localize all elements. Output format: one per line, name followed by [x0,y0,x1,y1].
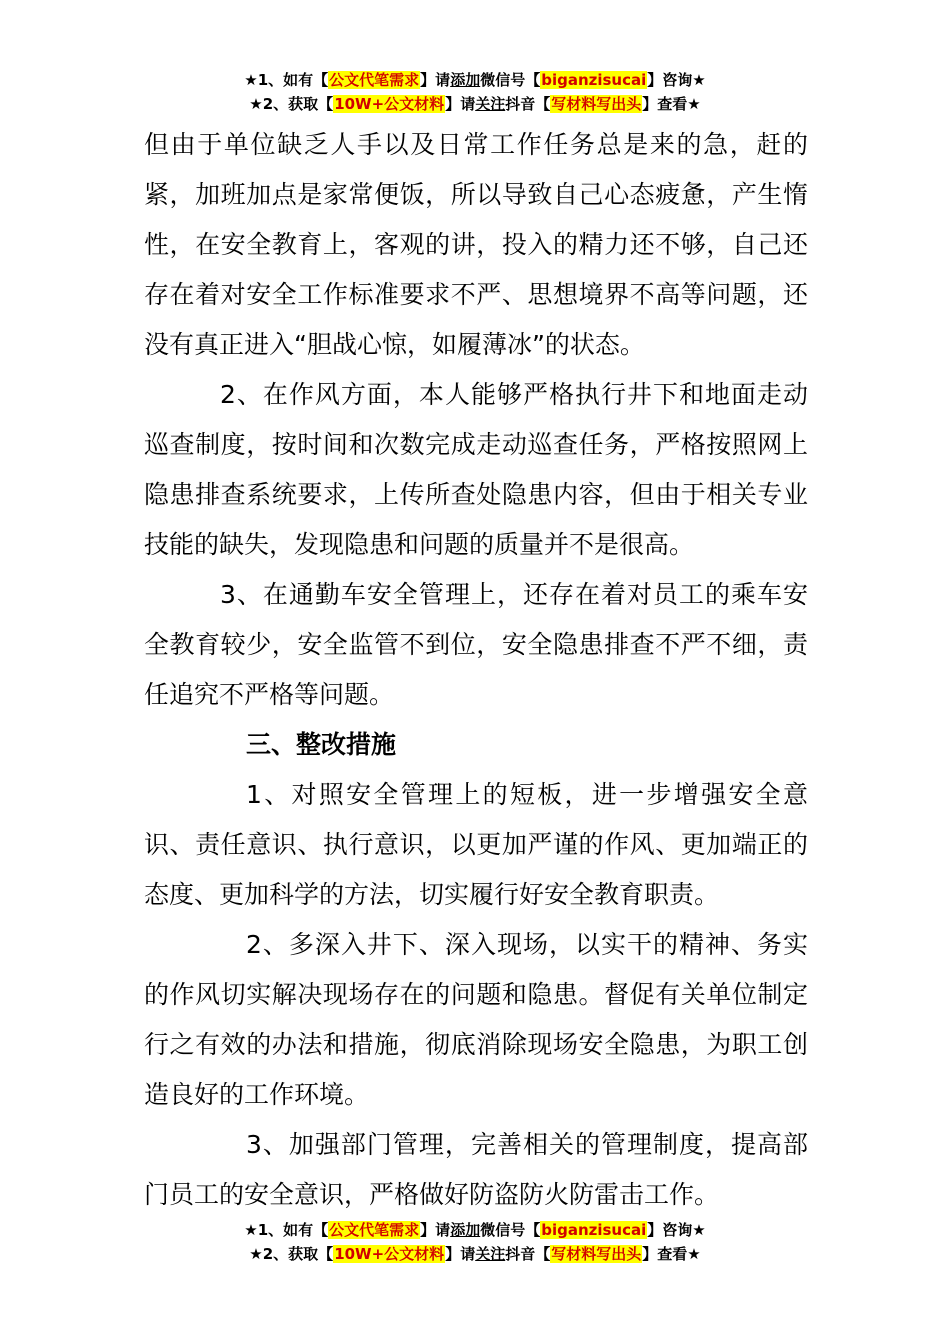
section-heading: 三、整改措施 [246,730,397,759]
banner-text: ★1、如有【 [244,1221,329,1239]
banner-text: 抖音【 [505,1245,551,1263]
banner-highlight: 公文代笔需求 [329,1221,420,1239]
banner-text: 抖音【 [505,95,551,113]
banner-line-2 [0,92,950,116]
banner-text: 微信号【 [480,1221,541,1239]
banner-text: 】咨询★ [647,1221,706,1239]
banner-highlight: 公文代笔需求 [329,71,420,89]
banner-highlight: biganzisucai [541,71,647,89]
banner-line-1 [0,68,950,92]
banner-text: 】请 [445,1245,476,1263]
banner-text: 】咨询★ [647,71,706,89]
banner-text: 】请 [420,71,451,89]
banner-underline: 添加 [450,71,481,89]
paragraph-commuter-bus: 3、在通勤车安全管理上，还存在着对员工的乘车安全教育较少，安全监管不到位，安全隐患排查不严不细，责任追究不严格等问题。 [144,580,808,709]
paragraph-work-style: 2、在作风方面，本人能够严格执行井下和地面走动巡查制度，按时间和次数完成走动巡查任务，严格按照网上隐患排查系统要求，上传所查处隐患内容，但由于相关专业技能的缺失，发现隐患和问题的质量并不是很高。 [144,380,808,559]
banner-line-2 [0,1242,950,1266]
paragraph-continuation: 但由于单位缺乏人手以及日常工作任务总是来的急，赶的紧，加班加点是家常便饭，所以导致自己心态疲惫，产生惰性，在安全教育上，客观的讲，投入的精力还不够，自己还存在着对安全工作标准要求不严、思想境界不高等问题，还没有真正进入“胆战心惊，如履薄冰”的状态。 [144,130,808,359]
banner-highlight: biganzisucai [541,1221,647,1239]
banner-underline: 添加 [450,1221,481,1239]
banner-underline: 关注 [475,95,506,113]
header-banner [0,68,950,116]
banner-text: ★2、获取【 [249,1245,334,1263]
banner-text: 】请 [445,95,476,113]
banner-text: 微信号【 [480,71,541,89]
banner-text: ★2、获取【 [249,95,334,113]
banner-highlight: 写材料写出头 [551,95,642,113]
document-body [144,120,808,1220]
footer-banner [0,1218,950,1266]
paragraph-measure-1: 1、对照安全管理上的短板，进一步增强安全意识、责任意识、执行意识，以更加严谨的作风、更加端正的态度、更加科学的方法，切实履行好安全教育职责。 [144,780,808,909]
banner-text: 】请 [420,1221,451,1239]
banner-underline: 关注 [475,1245,506,1263]
banner-highlight: 10W+公文材料 [334,95,445,113]
banner-text: ★1、如有【 [244,71,329,89]
banner-text: 】查看★ [642,95,701,113]
banner-text: 】查看★ [642,1245,701,1263]
paragraph-measure-2: 2、多深入井下、深入现场，以实干的精神、务实的作风切实解决现场存在的问题和隐患。督促有关单位制定行之有效的办法和措施，彻底消除现场安全隐患，为职工创造良好的工作环境。 [144,930,808,1109]
banner-highlight: 写材料写出头 [551,1245,642,1263]
banner-highlight: 10W+公文材料 [334,1245,445,1263]
paragraph-measure-3: 3、加强部门管理，完善相关的管理制度，提高部门员工的安全意识，严格做好防盗防火防雷击工作。 [144,1130,808,1209]
banner-line-1 [0,1218,950,1242]
